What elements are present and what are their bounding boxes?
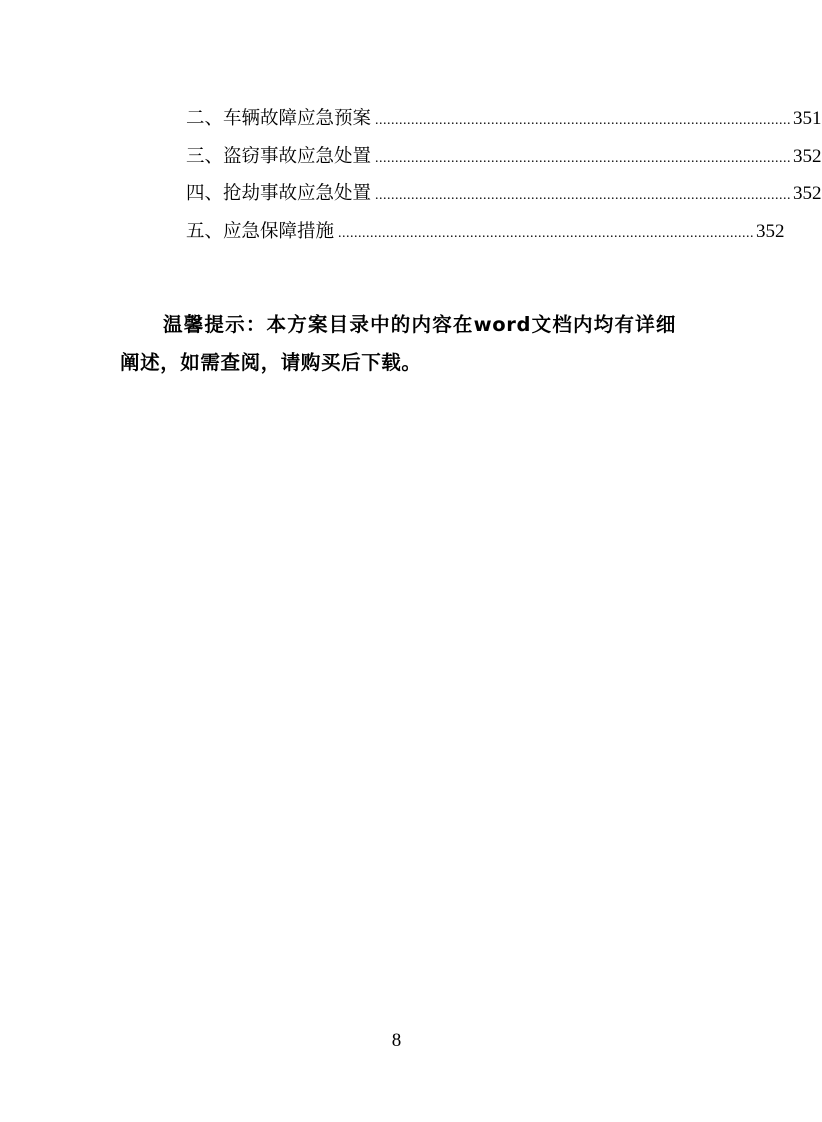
- toc-entry-page: 352: [793, 145, 822, 167]
- toc-entry-title: 三、盗窃事故应急处置: [186, 145, 372, 167]
- toc-entry-title: 二、车辆故障应急预案: [186, 108, 372, 129]
- toc-entry[interactable]: [186, 179, 822, 217]
- toc-entry-page: 351: [793, 108, 822, 129]
- toc-entry[interactable]: [186, 104, 822, 142]
- page-number: 8: [391, 1030, 402, 1051]
- toc-entry-page: 352: [756, 220, 785, 242]
- toc-dot-leader: ........................................................................................................: [375, 150, 792, 166]
- toc-entry-title: 五、应急保障措施: [186, 220, 335, 242]
- toc-entry[interactable]: [186, 217, 785, 255]
- toc-entry-title: 四、抢劫事故应急处置: [186, 183, 372, 204]
- toc-dot-leader: ........................................................................................................: [375, 188, 792, 203]
- download-notice: 温馨提示：本方案目录中的内容在word文档内均有详细阐述，如需查阅，请购买后下载。: [120, 312, 676, 374]
- table-of-contents: [186, 104, 822, 254]
- toc-entry[interactable]: [186, 142, 822, 180]
- toc-dot-leader: ........................................................................................................: [375, 113, 792, 128]
- toc-entry-page: 352: [793, 183, 822, 204]
- toc-dot-leader: ........................................................................................................: [338, 225, 755, 241]
